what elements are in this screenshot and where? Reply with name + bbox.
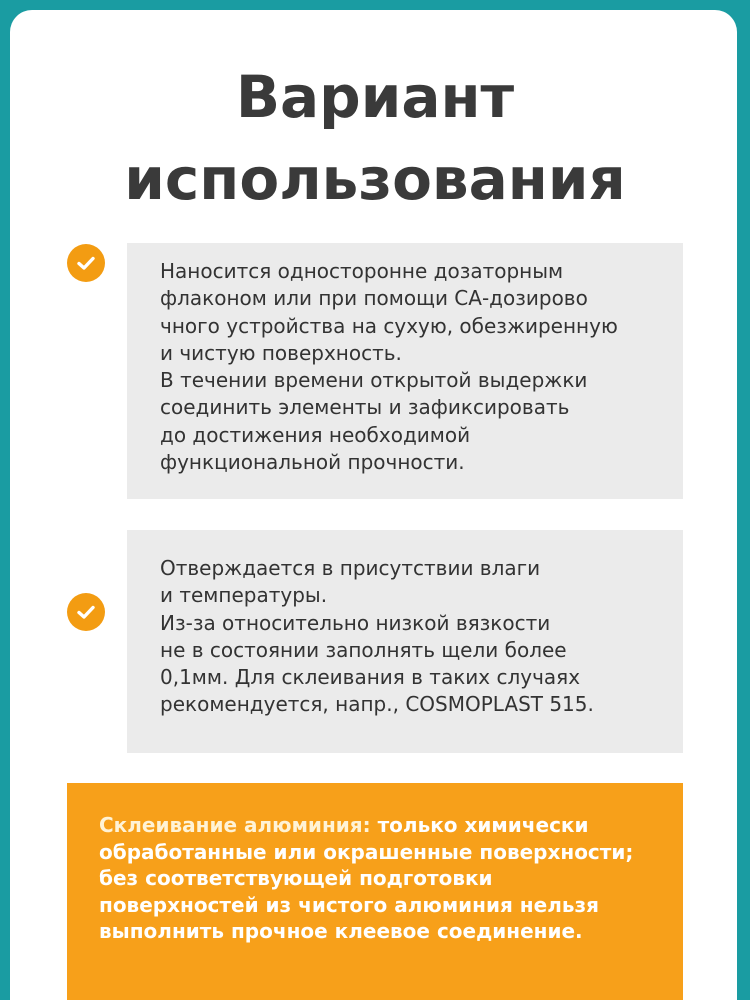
note-line [99,812,633,839]
text-line: и чистую поверхность. [160,340,402,365]
note-line: поверхностей из чистого алюминия нельзя [99,892,599,917]
text-line: Из-за относительно низкой вязкости [160,610,551,635]
title-line-2: использования [124,145,626,213]
usage-block-1-text [160,258,618,476]
text-line: не в состоянии заполнять щели более [160,637,567,662]
text-line: Отверждается в присутствии влаги [160,556,541,580]
title-line-1: Вариант [235,63,515,131]
text-line: Наносится односторонне дозаторным [160,259,564,283]
text-line: и температуры. [160,583,328,608]
note-lead: Склеивание алюминия: [99,813,371,837]
text-line: до достижения необходимой [160,422,471,447]
text-line: рекомендуется, напр., COSMOPLAST 515. [160,692,594,717]
note-lead-rest: только химически [370,813,589,837]
note-line: обработанные или окрашенные поверхности; [99,839,634,864]
text-line: чного устройства на сухую, обезжиренную [160,313,618,338]
text-line: флаконом или при помощи СА-дозирово [160,286,588,311]
note-line: без соответствующей подготовки [99,866,493,890]
check-circle-icon [67,593,105,631]
note-line: выполнить прочное клеевое соединение. [99,919,583,943]
check-circle-icon [67,244,105,282]
page-title [0,56,750,220]
text-line: функциональной прочности. [160,450,465,475]
aluminium-note-text [99,812,633,945]
text-line: 0,1мм. Для склеивания в таких случаях [160,665,581,690]
text-line: соединить элементы и зафиксировать [160,395,570,420]
text-line: В течении времени открытой выдержки [160,368,588,393]
usage-block-2-text [160,555,594,719]
